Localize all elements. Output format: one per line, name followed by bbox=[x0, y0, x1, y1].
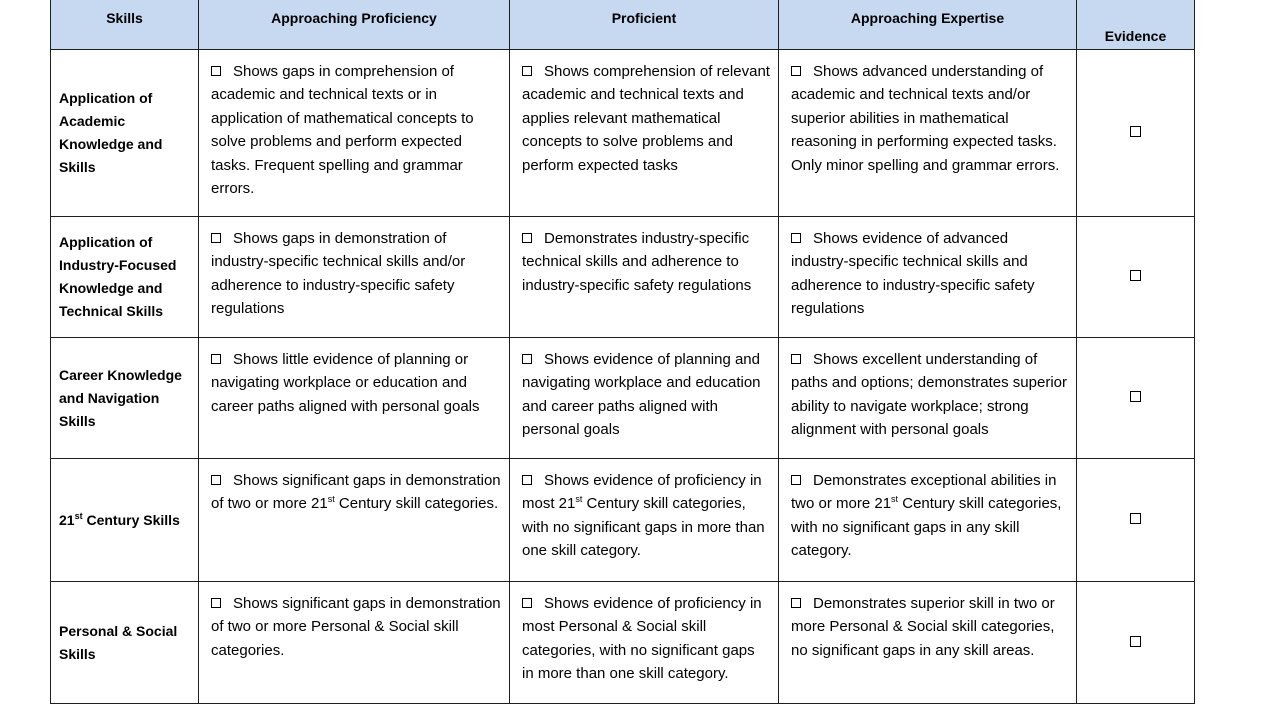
approaching-expertise-cell bbox=[779, 50, 1077, 217]
checkbox[interactable] bbox=[211, 66, 221, 76]
evidence-checkbox[interactable] bbox=[1130, 513, 1141, 524]
checkbox[interactable] bbox=[522, 354, 532, 364]
checkbox[interactable] bbox=[522, 66, 532, 76]
approaching-expertise-cell bbox=[779, 459, 1077, 582]
approaching-expertise-cell bbox=[779, 582, 1077, 704]
checkbox[interactable] bbox=[522, 233, 532, 243]
checkbox[interactable] bbox=[791, 475, 801, 485]
criterion-text: Demonstrates exceptional abilities in two or more 21st Century skill categories, with no significant gaps in any skill category. bbox=[791, 472, 1062, 560]
proficient-cell bbox=[510, 217, 779, 338]
checkbox[interactable] bbox=[211, 233, 221, 243]
header-approaching-proficiency: Approaching Proficiency bbox=[199, 0, 510, 50]
evidence-cell bbox=[1077, 50, 1195, 217]
checkbox[interactable] bbox=[791, 598, 801, 608]
proficient-cell bbox=[510, 50, 779, 217]
evidence-cell bbox=[1077, 582, 1195, 704]
checkbox[interactable] bbox=[211, 475, 221, 485]
approaching-proficiency-cell bbox=[199, 459, 510, 582]
criterion-text: Shows significant gaps in demonstration of two or more 21st Century skill categories. bbox=[211, 472, 501, 513]
table-row bbox=[51, 582, 1195, 704]
evidence-checkbox[interactable] bbox=[1130, 270, 1141, 281]
skill-name: Application of Academic Knowledge and Skills bbox=[51, 50, 199, 217]
criterion-text: Demonstrates industry-specific technical skills and adherence to industry-specific safety regulations bbox=[522, 230, 752, 294]
table-row bbox=[51, 217, 1195, 338]
table-row bbox=[51, 459, 1195, 582]
header-evidence: Evidence bbox=[1077, 0, 1195, 50]
criterion-text: Shows little evidence of planning or navigating workplace or education and career paths aligned with personal goals bbox=[211, 351, 480, 415]
checkbox[interactable] bbox=[791, 66, 801, 76]
approaching-proficiency-cell bbox=[199, 50, 510, 217]
criterion-text: Shows gaps in demonstration of industry-specific technical skills and/or adherence to industry-specific safety regulations bbox=[211, 230, 466, 318]
evidence-checkbox[interactable] bbox=[1130, 391, 1141, 402]
evidence-checkbox[interactable] bbox=[1130, 636, 1141, 647]
checkbox[interactable] bbox=[791, 354, 801, 364]
table-row bbox=[51, 338, 1195, 459]
approaching-expertise-cell bbox=[779, 338, 1077, 459]
criterion-text: Shows gaps in comprehension of academic and technical texts or in application of mathematical concepts to solve problems and perform expected tasks. Frequent spelling and grammar errors. bbox=[211, 63, 474, 198]
approaching-proficiency-cell bbox=[199, 338, 510, 459]
criterion-text: Shows excellent understanding of paths and options; demonstrates superior ability to navigate workplace; strong alignment with personal goals bbox=[791, 351, 1067, 439]
skill-name: 21st Century Skills bbox=[51, 459, 199, 582]
criterion-text: Shows evidence of proficiency in most Personal & Social skill categories, with no significant gaps in more than one skill category. bbox=[522, 595, 762, 683]
proficient-cell bbox=[510, 582, 779, 704]
checkbox[interactable] bbox=[791, 233, 801, 243]
criterion-text: Shows advanced understanding of academic and technical texts and/or superior abilities in mathematical reasoning in performing expected tasks. Only minor spelling and grammar errors. bbox=[791, 63, 1060, 174]
checkbox[interactable] bbox=[211, 598, 221, 608]
evidence-cell bbox=[1077, 338, 1195, 459]
approaching-proficiency-cell bbox=[199, 582, 510, 704]
criterion-text: Shows evidence of proficiency in most 21st Century skill categories, with no significant gaps in more than one skill category. bbox=[522, 472, 765, 560]
criterion-text: Shows evidence of advanced industry-specific technical skills and adherence to industry-specific safety regulations bbox=[791, 230, 1035, 318]
evidence-checkbox[interactable] bbox=[1130, 126, 1141, 137]
approaching-proficiency-cell bbox=[199, 217, 510, 338]
checkbox[interactable] bbox=[211, 354, 221, 364]
criterion-text: Shows evidence of planning and navigating workplace and education and career paths aligned with personal goals bbox=[522, 351, 761, 439]
checkbox[interactable] bbox=[522, 598, 532, 608]
approaching-expertise-cell bbox=[779, 217, 1077, 338]
header-proficient: Proficient bbox=[510, 0, 779, 50]
criterion-text: Shows significant gaps in demonstration of two or more Personal & Social skill categories. bbox=[211, 595, 501, 659]
evidence-cell bbox=[1077, 217, 1195, 338]
skill-name: Career Knowledge and Navigation Skills bbox=[51, 338, 199, 459]
header-row bbox=[51, 0, 1195, 50]
table-row bbox=[51, 50, 1195, 217]
skill-name: Application of Industry-Focused Knowledge and Technical Skills bbox=[51, 217, 199, 338]
checkbox[interactable] bbox=[522, 475, 532, 485]
rubric-table bbox=[50, 0, 1195, 704]
proficient-cell bbox=[510, 338, 779, 459]
criterion-text: Demonstrates superior skill in two or more Personal & Social skill categories, no significant gaps in any skill areas. bbox=[791, 595, 1055, 659]
proficient-cell bbox=[510, 459, 779, 582]
evidence-cell bbox=[1077, 459, 1195, 582]
skill-name: Personal & Social Skills bbox=[51, 582, 199, 704]
criterion-text: Shows comprehension of relevant academic and technical texts and applies relevant mathematical concepts to solve problems and perform expected tasks bbox=[522, 63, 770, 174]
header-skills: Skills bbox=[51, 0, 199, 50]
header-approaching-expertise: Approaching Expertise bbox=[779, 0, 1077, 50]
